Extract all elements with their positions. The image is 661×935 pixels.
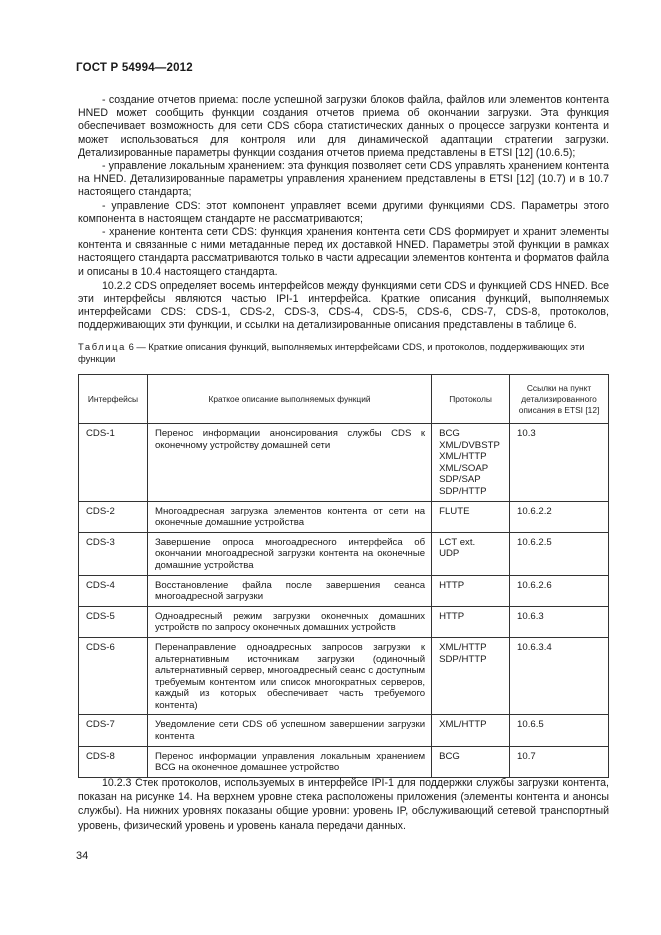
cell-reference: 10.6.2.2 [510,501,609,532]
protocol-item: HTTP [439,579,465,591]
table-row [79,532,609,575]
paragraph-reception-reports: - создание отчетов приема: после успешной загрузки блоков файла, файлов или элементов контента HNED может сообщить функции создания отчетов приема об окончании загрузки. Эта функция обеспечивает возможность для сети CDS сбора статистических данных о процессе загрузки контента и может использоваться для контроля или для динамической адаптации стратегии загрузки. Детализированные параметры функции создания отчетов приема представлены в ETSI [12] (10.6.5); [78,94,609,159]
cell-protocols [432,746,510,777]
cell-description: Перенаправление одноадресных запросов загрузки к альтернативным источникам загрузки (одиночный альтернативный сервер, многоадресный сеанс с доступным требуемым контентом или список многократных серверов, каждый из которых обеспечивает часть требуемого контента) [147,637,431,715]
cell-reference: 10.6.2.6 [510,575,609,606]
cell-protocols [432,575,510,606]
cell-protocols [432,637,510,715]
protocol-item: HTTP [439,610,465,622]
paragraph-10-2-2: 10.2.2 CDS определяет восемь интерфейсов между функциями сети CDS и функцией CDS HNED. Все эти интерфейсы являются частью IPI-1 интерфейса. Краткие описания функций, выполняемых интерфейсами CDS: CDS-1, CDS-2, CDS-3, CDS-4, CDS-5, CDS-6, CDS-7, CDS-8, протоколов, поддерживающих эти функции, и ссылки на детализированные описания представлены в таблице 6. [78,279,609,332]
header-protocols: Протоколы [432,375,510,424]
protocol-item: SDP/SAP [439,474,481,486]
cell-description: Перенос информации управления локальным хранением BCG на оконечное домашнее устройство [147,746,431,777]
cell-reference: 10.6.3 [510,606,609,637]
cell-description: Перенос информации анонсирования службы CDS к оконечному устройству домашней сети [147,424,431,502]
cell-reference: 10.6.5 [510,715,609,746]
tail-text [78,776,609,833]
cell-protocols [432,424,510,502]
table-header-row [79,375,609,424]
cell-reference: 10.6.2.5 [510,532,609,575]
protocol-item: LCT ext. [439,536,476,548]
paragraph-cds-management: - управление CDS: этот компонент управляет всеми другими функциями CDS. Параметры этого компонента в настоящем стандарте не рассматриваются; [78,199,609,225]
paragraph-content-storage: - хранение контента сети CDS: функция хранения контента сети CDS формирует и хранит элементы контента и связанные с ними метаданные перед их доставкой HNED. Параметры этой функции в рамках настоящего стандарта рассматриваются только в части адресации элементов контента и форматов файла и описаны в 10.4 настоящего стандарта. [78,226,609,278]
protocol-item: XML/SOAP [439,462,489,474]
cell-reference: 10.7 [510,746,609,777]
cell-description: Одноадресный режим загрузки оконечных домашних устройств по запросу оконечных домашних устройств [147,606,431,637]
paragraph-local-storage: - управление локальным хранением: эта функция позволяет сети CDS управлять хранением контента на HNED. Детализированные параметры управления хранением представлены в ETSI [12] (10.7) и в 10.7 настоящего стандарта; [78,160,609,199]
cell-reference: 10.6.3.4 [510,637,609,715]
table-row [79,715,609,746]
cell-reference: 10.3 [510,424,609,502]
cell-interface: CDS-8 [79,746,148,777]
table-row [79,501,609,532]
protocol-item: XML/HTTP [439,451,487,463]
header-interfaces: Интерфейсы [79,375,148,424]
cell-interface: CDS-2 [79,501,148,532]
protocol-item: SDP/HTTP [439,485,487,497]
cell-protocols [432,501,510,532]
table-caption [78,341,609,365]
table-caption-text: 6 — Краткие описания функций, выполняемых интерфейсами CDS, и протоколов, поддерживающих эти функции [78,341,585,364]
cell-interface: CDS-3 [79,532,148,575]
table-row [79,424,609,502]
body-text [78,94,609,333]
cell-protocols [432,532,510,575]
protocol-item: SDP/HTTP [439,653,487,665]
header-description: Краткое описание выполняемых функций [147,375,431,424]
cell-protocols [432,715,510,746]
protocol-item: XML/DVBSTP [439,439,500,451]
cell-interface: CDS-5 [79,606,148,637]
page-number: 34 [76,850,89,862]
interfaces-table [78,374,609,778]
cell-description: Многоадресная загрузка элементов контента от сети на оконечные домашние устройства [147,501,431,532]
cell-protocols [432,606,510,637]
cell-interface: CDS-1 [79,424,148,502]
cell-interface: CDS-7 [79,715,148,746]
protocol-item: BCG [439,750,460,762]
cell-interface: CDS-4 [79,575,148,606]
standard-header: ГОСТ Р 54994—2012 [76,62,193,74]
protocol-item: BCG [439,428,460,439]
table-row [79,637,609,715]
protocol-item: UDP [439,548,460,560]
paragraph-10-2-3: 10.2.3 Стек протоколов, используемых в интерфейсе IPI-1 для поддержки службы загрузки контента, показан на рисунке 14. На верхнем уровне стека расположены приложения (элементы контента и анонсы службы). На нижних уровнях показаны общие уровни: уровень IP, обслуживающий сетевой транспортный уровень, физический уровень и уровень канала передачи данных. [78,777,609,832]
table-row [79,575,609,606]
header-etsi-reference: Ссылки на пункт детализированного описания в ETSI [12] [510,375,609,424]
protocol-item: XML/HTTP [439,719,487,731]
cell-description: Уведомление сети CDS об успешном завершении загрузки контента [147,715,431,746]
protocol-item: FLUTE [439,505,470,517]
protocol-item: XML/HTTP [439,641,487,653]
cell-interface: CDS-6 [79,637,148,715]
table-row [79,746,609,777]
cell-description: Восстановление файла после завершения сеанса многоадресной загрузки [147,575,431,606]
table-caption-prefix: Таблица [78,341,126,352]
cell-description: Завершение опроса многоадресного интерфейса об окончании многоадресной загрузки контента на оконечные домашние устройства [147,532,431,575]
table-row [79,606,609,637]
